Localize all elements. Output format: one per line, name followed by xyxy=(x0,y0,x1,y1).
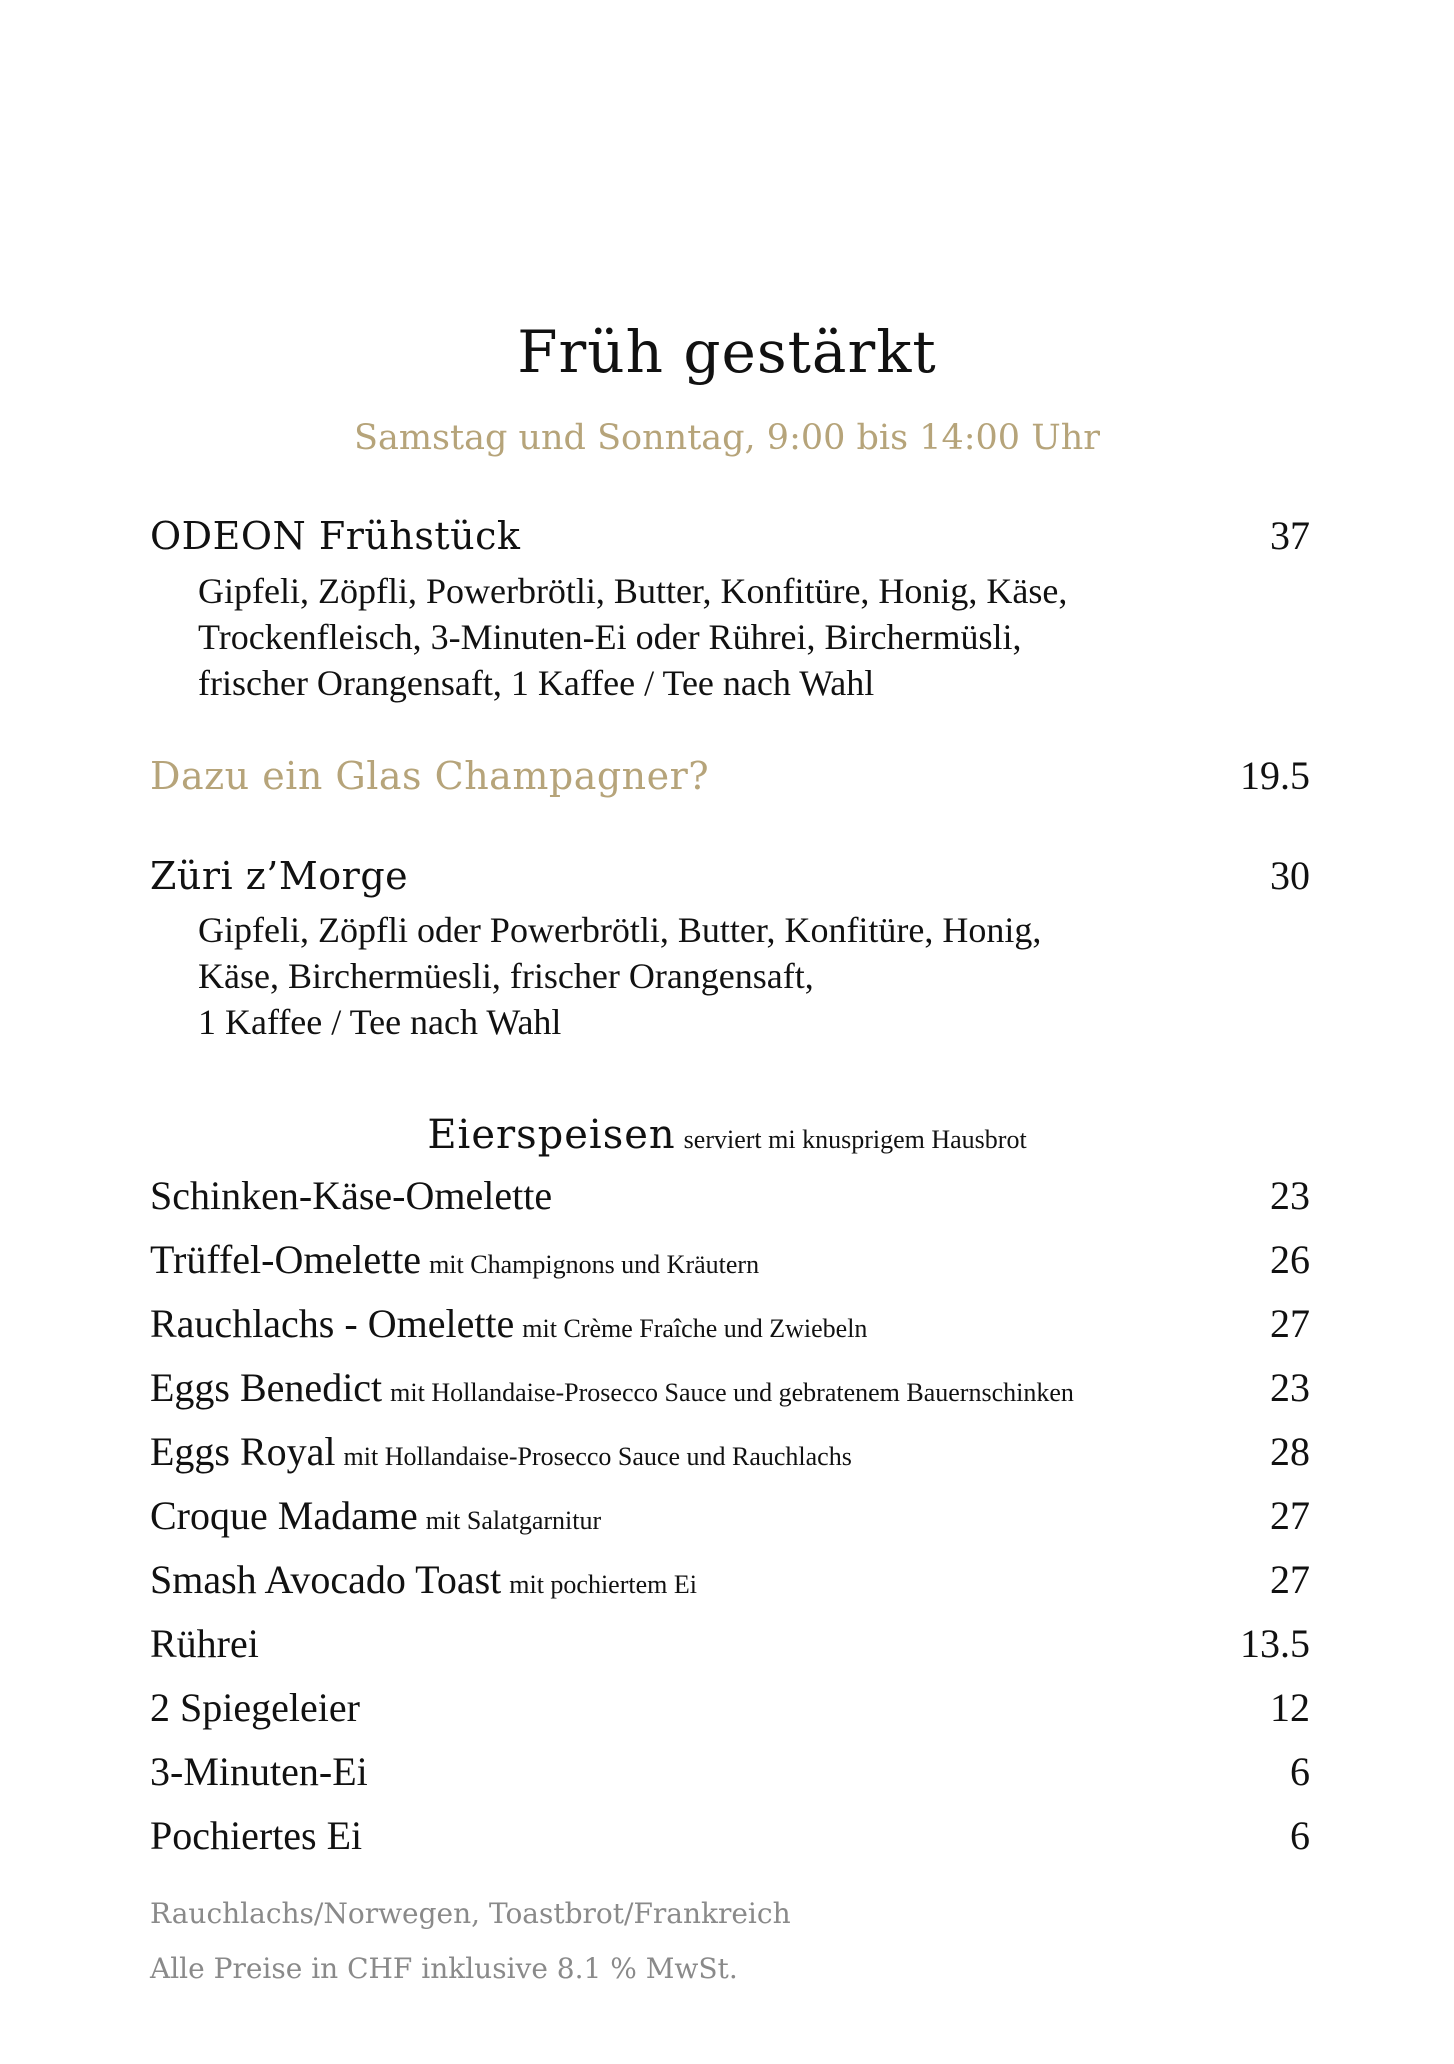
dish-row xyxy=(150,1172,1310,1219)
item-name: Dazu ein Glas Champagner? xyxy=(150,754,710,798)
dish-row xyxy=(150,1620,1310,1667)
section-heading-eggs xyxy=(0,1112,1454,1158)
dish-name: Croque Madame xyxy=(150,1493,418,1538)
dish-name: Rührei xyxy=(150,1621,259,1666)
dish-name: Pochiertes Ei xyxy=(150,1813,363,1858)
item-description xyxy=(198,568,1198,706)
dish-note: mit pochiertem Ei xyxy=(509,1570,697,1599)
dish-price: 27 xyxy=(1270,1557,1310,1602)
dish-name: Eggs Benedict xyxy=(150,1365,383,1410)
dish-price: 28 xyxy=(1270,1429,1310,1474)
dish-price: 6 xyxy=(1290,1749,1310,1794)
dish-note: mit Hollandaise-Prosecco Sauce und gebratenem Bauernschinken xyxy=(390,1378,1074,1407)
dish-price: 27 xyxy=(1270,1493,1310,1538)
footnote-prices: Alle Preise in CHF inklusive 8.1 % MwSt. xyxy=(150,1952,738,1985)
menu-subtitle: Samstag und Sonntag, 9:00 bis 14:00 Uhr xyxy=(354,418,1100,458)
description-line: Gipfeli, Zöpfli, Powerbrötli, Butter, Konfitüre, Honig, Käse, xyxy=(198,571,1068,611)
dish-name: Eggs Royal xyxy=(150,1429,336,1474)
menu-item-champagne xyxy=(150,752,1310,799)
section-note: serviert mi knusprigem Hausbrot xyxy=(683,1125,1027,1154)
dish-price: 6 xyxy=(1290,1813,1310,1858)
dish-price: 13.5 xyxy=(1240,1621,1310,1666)
dish-row xyxy=(150,1556,1310,1603)
description-line: frischer Orangensaft, 1 Kaffee / Tee nach Wahl xyxy=(198,663,875,703)
description-line: Gipfeli, Zöpfli oder Powerbrötli, Butter, Konfitüre, Honig, xyxy=(198,910,1042,950)
dish-row xyxy=(150,1300,1310,1347)
dish-note: mit Crème Fraîche und Zwiebeln xyxy=(522,1314,868,1343)
dish-name: 2 Spiegeleier xyxy=(150,1685,360,1730)
dish-price: 23 xyxy=(1270,1365,1310,1410)
footnote-origin: Rauchlachs/Norwegen, Toastbrot/Frankreich xyxy=(150,1897,791,1930)
item-price: 19.5 xyxy=(1240,753,1310,798)
dish-note: mit Champignons und Kräutern xyxy=(429,1250,760,1279)
dish-row xyxy=(150,1428,1310,1475)
menu-title: Früh gestärkt xyxy=(517,318,937,386)
dish-name: Trüffel-Omelette xyxy=(150,1237,422,1282)
item-price: 37 xyxy=(1270,513,1310,558)
dish-row xyxy=(150,1492,1310,1539)
dish-price: 26 xyxy=(1270,1237,1310,1282)
item-name: Züri z’Morge xyxy=(150,854,409,898)
description-line: Käse, Birchermüesli, frischer Orangensaft, xyxy=(198,956,814,996)
dish-row xyxy=(150,1684,1310,1731)
menu-item-zueri xyxy=(150,852,1310,899)
item-name: ODEON Frühstück xyxy=(150,514,521,558)
dish-row xyxy=(150,1364,1310,1411)
dish-price: 27 xyxy=(1270,1301,1310,1346)
description-line: Trockenfleisch, 3-Minuten-Ei oder Rührei, Birchermüsli, xyxy=(198,617,1022,657)
menu-item-odeon xyxy=(150,512,1310,559)
dish-name: 3-Minuten-Ei xyxy=(150,1749,368,1794)
description-line: 1 Kaffee / Tee nach Wahl xyxy=(198,1002,562,1042)
dish-name: Rauchlachs - Omelette xyxy=(150,1301,515,1346)
dish-note: mit Hollandaise-Prosecco Sauce und Rauchlachs xyxy=(343,1442,852,1471)
dish-name: Smash Avocado Toast xyxy=(150,1557,502,1602)
dish-note: mit Salatgarnitur xyxy=(425,1506,602,1535)
dish-name: Schinken-Käse-Omelette xyxy=(150,1173,553,1218)
dish-row xyxy=(150,1236,1310,1283)
dish-row xyxy=(150,1748,1310,1795)
section-title: Eierspeisen xyxy=(427,1112,676,1158)
dish-row xyxy=(150,1812,1310,1859)
item-price: 30 xyxy=(1270,853,1310,898)
dish-price: 12 xyxy=(1270,1685,1310,1730)
item-description xyxy=(198,907,1198,1045)
dish-price: 23 xyxy=(1270,1173,1310,1218)
